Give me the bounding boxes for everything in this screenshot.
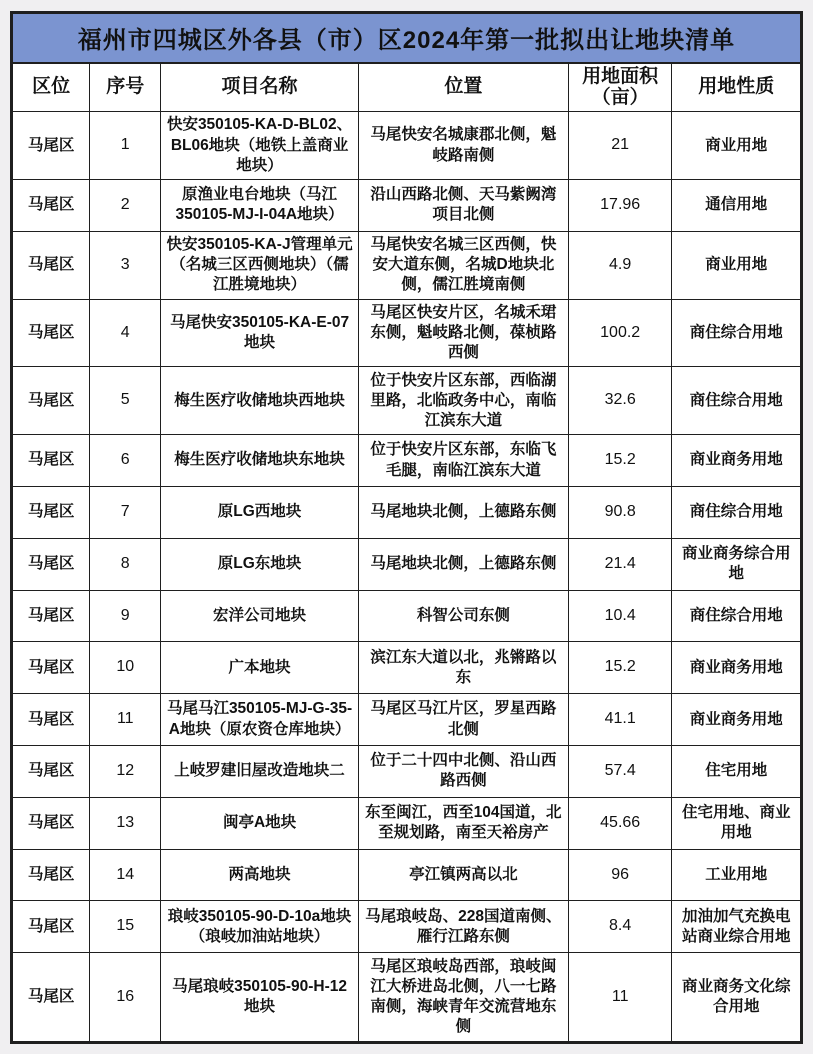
cell-location: 科智公司东侧: [358, 590, 568, 642]
cell-serial-number: 9: [90, 590, 161, 642]
table-row: [12, 901, 802, 953]
cell-district: 马尾区: [12, 590, 90, 642]
cell-area: 4.9: [568, 231, 671, 299]
col-header-serial: 序号: [90, 63, 161, 112]
table-row: [12, 694, 802, 746]
cell-area: 57.4: [568, 746, 671, 798]
cell-serial-number: 8: [90, 538, 161, 590]
cell-location: 马尾区快安片区，名城禾珺东侧，魁岐路北侧，葆桢路西侧: [358, 299, 568, 367]
cell-area: 21: [568, 112, 671, 180]
cell-district: 马尾区: [12, 642, 90, 694]
cell-area: 100.2: [568, 299, 671, 367]
col-header-project-name: 项目名称: [161, 63, 359, 112]
cell-area: 45.66: [568, 797, 671, 849]
cell-district: 马尾区: [12, 694, 90, 746]
table-row: [12, 299, 802, 367]
cell-serial-number: 7: [90, 486, 161, 538]
cell-location: 位于快安片区东部，东临飞毛腿，南临江滨东大道: [358, 435, 568, 487]
cell-district: 马尾区: [12, 299, 90, 367]
cell-district: 马尾区: [12, 538, 90, 590]
cell-district: 马尾区: [12, 953, 90, 1043]
cell-project-name: 马尾马江350105-MJ-G-35-A地块（原农资仓库地块）: [161, 694, 359, 746]
col-header-district: 区位: [12, 63, 90, 112]
cell-serial-number: 4: [90, 299, 161, 367]
cell-usage: 商住综合用地: [672, 299, 802, 367]
table-row: [12, 179, 802, 231]
cell-area: 10.4: [568, 590, 671, 642]
cell-serial-number: 16: [90, 953, 161, 1043]
cell-serial-number: 2: [90, 179, 161, 231]
cell-usage: 通信用地: [672, 179, 802, 231]
table-body: [12, 112, 802, 1043]
table-row: [12, 367, 802, 435]
cell-district: 马尾区: [12, 901, 90, 953]
cell-usage: 商业商务综合用地: [672, 538, 802, 590]
cell-location: 马尾区琅岐岛西部，琅岐闽江大桥进岛北侧，八一七路南侧，海峡青年交流营地东侧: [358, 953, 568, 1043]
cell-area: 41.1: [568, 694, 671, 746]
cell-usage: 加油加气充换电站商业综合用地: [672, 901, 802, 953]
cell-project-name: 宏洋公司地块: [161, 590, 359, 642]
cell-district: 马尾区: [12, 486, 90, 538]
cell-area: 11: [568, 953, 671, 1043]
cell-location: 东至闽江，西至104国道，北至规划路，南至天裕房产: [358, 797, 568, 849]
table-row: [12, 797, 802, 849]
cell-location: 马尾地块北侧，上德路东侧: [358, 538, 568, 590]
table-title: 福州市四城区外各县（市）区2024年第一批拟出让地块清单: [12, 13, 802, 63]
table-row: [12, 746, 802, 798]
cell-district: 马尾区: [12, 435, 90, 487]
table-row: [12, 953, 802, 1043]
cell-project-name: 原LG东地块: [161, 538, 359, 590]
cell-area: 17.96: [568, 179, 671, 231]
cell-serial-number: 11: [90, 694, 161, 746]
cell-district: 马尾区: [12, 112, 90, 180]
cell-usage: 商业商务文化综合用地: [672, 953, 802, 1043]
cell-project-name: 马尾快安350105-KA-E-07地块: [161, 299, 359, 367]
cell-serial-number: 10: [90, 642, 161, 694]
table-row: [12, 642, 802, 694]
cell-location: 马尾地块北侧，上德路东侧: [358, 486, 568, 538]
cell-location: 亭江镇两高以北: [358, 849, 568, 901]
cell-location: 位于二十四中北侧、沿山西路西侧: [358, 746, 568, 798]
cell-usage: 住宅用地: [672, 746, 802, 798]
cell-district: 马尾区: [12, 797, 90, 849]
cell-usage: 商业商务用地: [672, 435, 802, 487]
cell-project-name: 原渔业电台地块（马江350105-MJ-I-04A地块）: [161, 179, 359, 231]
cell-area: 96: [568, 849, 671, 901]
cell-project-name: 琅岐350105-90-D-10a地块（琅岐加油站地块）: [161, 901, 359, 953]
table-row: [12, 538, 802, 590]
cell-serial-number: 6: [90, 435, 161, 487]
cell-area: 21.4: [568, 538, 671, 590]
cell-usage: 商业用地: [672, 231, 802, 299]
cell-usage: 商住综合用地: [672, 590, 802, 642]
cell-project-name: 梅生医疗收储地块东地块: [161, 435, 359, 487]
cell-area: 90.8: [568, 486, 671, 538]
cell-location: 滨江东大道以北，兆锵路以东: [358, 642, 568, 694]
table-row: [12, 590, 802, 642]
cell-area: 32.6: [568, 367, 671, 435]
cell-project-name: 快安350105-KA-D-BL02、BL06地块（地铁上盖商业地块）: [161, 112, 359, 180]
cell-usage: 商业用地: [672, 112, 802, 180]
cell-location: 沿山西路北侧、天马紫阙湾项目北侧: [358, 179, 568, 231]
cell-district: 马尾区: [12, 231, 90, 299]
table-row: [12, 435, 802, 487]
cell-location: 马尾区马江片区，罗星西路北侧: [358, 694, 568, 746]
cell-project-name: 广本地块: [161, 642, 359, 694]
cell-project-name: 闽亭A地块: [161, 797, 359, 849]
cell-serial-number: 14: [90, 849, 161, 901]
cell-district: 马尾区: [12, 367, 90, 435]
cell-location: 马尾琅岐岛、228国道南侧、雁行江路东侧: [358, 901, 568, 953]
table-row: [12, 849, 802, 901]
cell-area: 15.2: [568, 435, 671, 487]
cell-project-name: 两高地块: [161, 849, 359, 901]
cell-location: 马尾快安名城三区西侧，快安大道东侧，名城D地块北侧，儒江胜境南侧: [358, 231, 568, 299]
land-parcel-table: [10, 11, 803, 1044]
col-header-usage: 用地性质: [672, 63, 802, 112]
table-row: [12, 486, 802, 538]
cell-district: 马尾区: [12, 179, 90, 231]
col-header-area: 用地面积（亩）: [568, 63, 671, 112]
cell-usage: 商住综合用地: [672, 486, 802, 538]
cell-usage: 商住综合用地: [672, 367, 802, 435]
cell-project-name: 快安350105-KA-J管理单元（名城三区西侧地块）（儒江胜境地块）: [161, 231, 359, 299]
cell-serial-number: 3: [90, 231, 161, 299]
col-header-location: 位置: [358, 63, 568, 112]
cell-district: 马尾区: [12, 849, 90, 901]
cell-usage: 商业商务用地: [672, 642, 802, 694]
cell-serial-number: 13: [90, 797, 161, 849]
cell-location: 马尾快安名城康郡北侧，魁岐路南侧: [358, 112, 568, 180]
cell-serial-number: 15: [90, 901, 161, 953]
cell-district: 马尾区: [12, 746, 90, 798]
cell-usage: 住宅用地、商业用地: [672, 797, 802, 849]
cell-project-name: 上岐罗建旧屋改造地块二: [161, 746, 359, 798]
table-row: [12, 112, 802, 180]
cell-serial-number: 5: [90, 367, 161, 435]
cell-location: 位于快安片区东部，西临湖里路，北临政务中心，南临江滨东大道: [358, 367, 568, 435]
cell-usage: 商业商务用地: [672, 694, 802, 746]
table-row: [12, 231, 802, 299]
cell-serial-number: 12: [90, 746, 161, 798]
header-row: [12, 63, 802, 112]
cell-project-name: 马尾琅岐350105-90-H-12地块: [161, 953, 359, 1043]
cell-area: 15.2: [568, 642, 671, 694]
title-row: [12, 13, 802, 63]
cell-serial-number: 1: [90, 112, 161, 180]
cell-project-name: 梅生医疗收储地块西地块: [161, 367, 359, 435]
cell-project-name: 原LG西地块: [161, 486, 359, 538]
cell-usage: 工业用地: [672, 849, 802, 901]
cell-area: 8.4: [568, 901, 671, 953]
